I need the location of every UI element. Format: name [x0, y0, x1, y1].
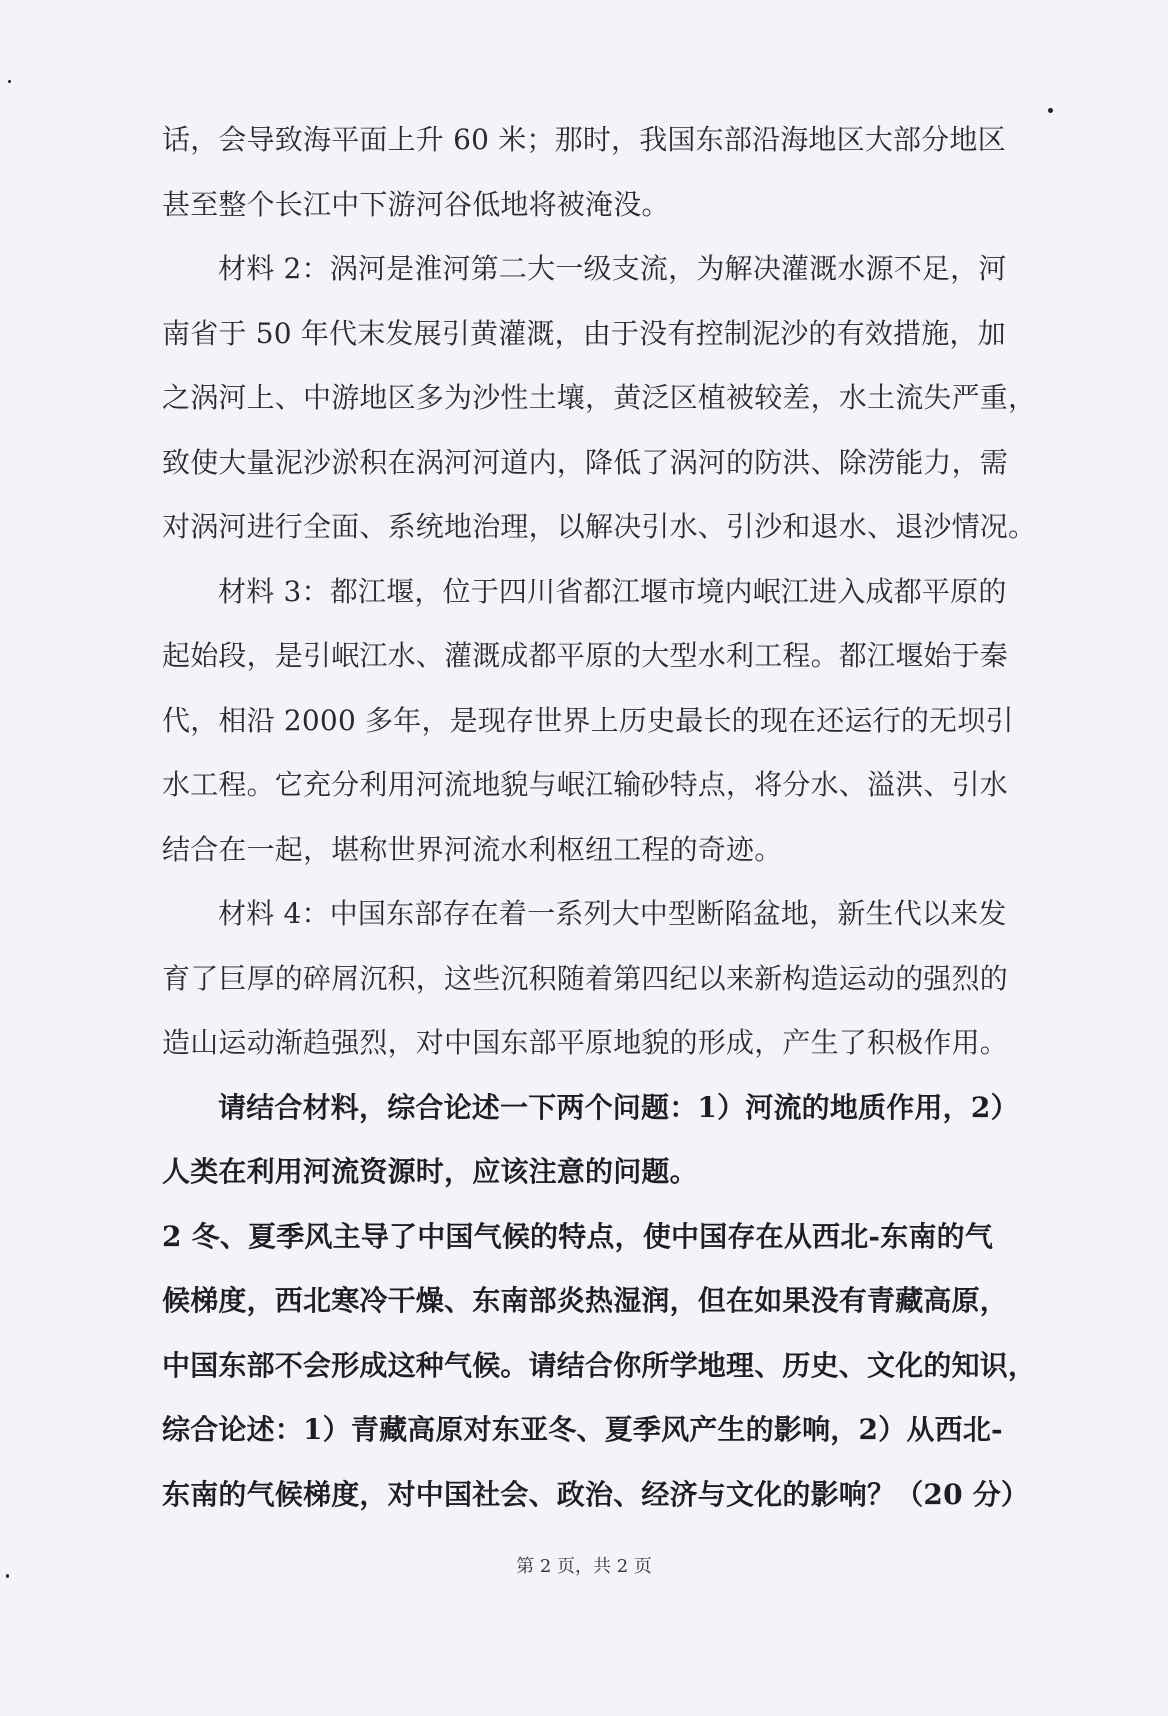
text-line: 之涡河上、中游地区多为沙性土壤，黄泛区植被较差，水土流失严重， [162, 381, 1037, 414]
text-line: 对涡河进行全面、系统地治理，以解决引水、引沙和退水、退沙情况。 [162, 510, 1037, 543]
text-line: 甚至整个长江中下游河谷低地将被淹没。 [162, 187, 670, 221]
text-line: 东南的气候梯度，对中国社会、政治、经济与文化的影响？（20 分） [162, 1477, 1030, 1511]
text-line: 2 冬、夏季风主导了中国气候的特点，使中国存在从西北-东南的气 [162, 1219, 994, 1253]
scan-speck [1048, 108, 1053, 113]
text-line: 综合论述：1）青藏高原对东亚冬、夏季风产生的影响，2）从西北- [162, 1413, 1003, 1446]
paragraph-question-1 [162, 1076, 1022, 1205]
text-line: 中国东部不会形成这种气候。请结合你所学地理、历史、文化的知识， [162, 1348, 1037, 1382]
text-line: 材料 4：中国东部存在着一系列大中型断陷盆地，新生代以来发 [218, 897, 1007, 930]
paragraph-material-4 [162, 882, 1022, 1076]
paragraph-question-2 [162, 1205, 1037, 1528]
paragraph-intro-continued [162, 108, 1022, 237]
page-number: 第 2 页，共 2 页 [516, 1556, 652, 1577]
text-line: 材料 3：都江堰，位于四川省都江堰市境内岷江进入成都平原的 [218, 574, 1007, 608]
text-line: 材料 2：涡河是淮河第二大一级支流，为解决灌溉水源不足，河 [218, 252, 1007, 285]
scan-speck [8, 80, 11, 83]
text-line: 结合在一起，堪称世界河流水利枢纽工程的奇迹。 [162, 832, 783, 866]
paragraph-material-3 [162, 560, 1022, 883]
page-footer [0, 1552, 1168, 1578]
text-line: 致使大量泥沙淤积在涡河河道内，降低了涡河的防洪、除涝能力，需 [162, 445, 1009, 479]
text-line: 人类在利用河流资源时，应该注意的问题。 [162, 1155, 698, 1188]
text-line: 育了巨厚的碎屑沉积，这些沉积随着第四纪以来新构造运动的强烈的 [162, 961, 1009, 995]
document-body [162, 108, 1037, 1527]
text-line: 水工程。它充分利用河流地貌与岷江输砂特点，将分水、溢洪、引水 [162, 768, 1009, 801]
text-line: 造山运动渐趋强烈，对中国东部平原地貌的形成，产生了积极作用。 [162, 1026, 1009, 1059]
text-line: 起始段，是引岷江水、灌溉成都平原的大型水利工程。都江堰始于秦 [162, 639, 1009, 672]
paragraph-material-2 [162, 237, 1037, 560]
text-line: 代，相沿 2000 多年，是现存世界上历史最长的现在还运行的无坝引 [162, 703, 1014, 737]
text-line: 候梯度，西北寒冷干燥、东南部炎热湿润，但在如果没有青藏高原， [162, 1284, 1009, 1317]
text-line: 南省于 50 年代末发展引黄灌溉，由于没有控制泥沙的有效措施，加 [162, 316, 1006, 350]
text-line: 请结合材料，综合论述一下两个问题：1）河流的地质作用，2） [218, 1090, 1019, 1124]
text-line: 话，会导致海平面上升 60 米；那时，我国东部沿海地区大部分地区 [162, 123, 1006, 156]
